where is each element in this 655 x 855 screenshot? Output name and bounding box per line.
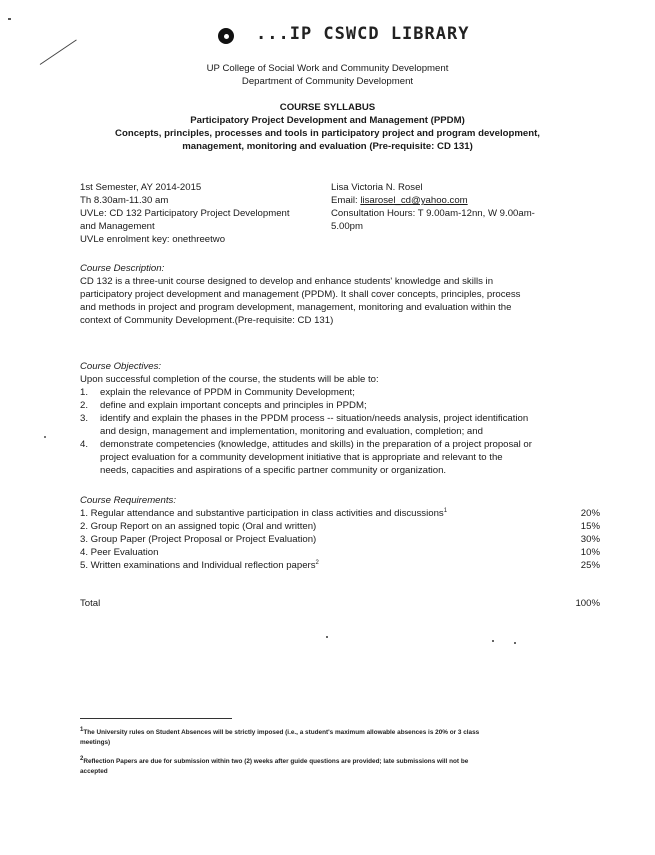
footnote-text: accepted [80,767,108,775]
footnote-text: meetings) [80,738,111,746]
total-row [80,597,600,610]
total-label: Total [80,598,101,609]
enrolment-key: UVLe enrolment key: onethreetwo [80,234,226,245]
instructor-info [331,181,581,233]
email-line [331,194,581,207]
requirement-label: 3. Group Paper (Project Proposal or Project Evaluation) [80,534,317,545]
requirement-percent: 15% [580,521,600,532]
requirement-percent: 20% [580,508,600,519]
department-name: Department of Community Development [241,76,414,87]
description-line: context of Community Development.(Pre-requisite: CD 131) [80,315,334,326]
course-description [80,262,580,327]
requirement-percent: 30% [580,534,600,545]
footnote [80,728,570,747]
objective-text: demonstrate competencies (knowledge, attitudes and skills) in the preparation of a project proposal or [100,439,532,450]
requirement-row [80,533,600,546]
consultation-line-1: Consultation Hours: T 9.00am-12nn, W 9.00am- [331,208,535,219]
footnote-ref: 2 [315,559,319,566]
stamp-dot-icon [218,28,234,44]
objective-text: explain the relevance of PPDM in Community Development; [100,387,355,398]
description-heading: Course Description: [80,263,165,274]
course-requirements [80,494,600,610]
requirement-label: 5. Written examinations and Individual reflection papers [80,560,316,571]
library-stamp: ...IP CSWCD LIBRARY [256,24,470,44]
objective-number: 3. [80,413,89,424]
footnote-ref: 1 [443,507,448,514]
objectives-heading: Course Objectives: [80,361,162,372]
course-title: Participatory Project Development and Management (PPDM) [190,115,465,126]
footnote-text: The University rules on Student Absences will be strictly imposed (i.e., a student's maximum allowable absences is 20% or 3 class [83,729,480,736]
objective-text: identify and explain the phases in the PPDM process -- situation/needs analysis, project identification [100,413,529,424]
course-tagline-1: Concepts, principles, processes and tools in participatory project and program development, [115,128,540,139]
description-line: CD 132 is a three-unit course designed to develop and enhance students' knowledge and skills in [80,276,494,287]
footnote-number: 2 [80,755,84,762]
scan-speck [8,18,11,20]
objective-number: 1. [80,387,89,398]
instructor-name: Lisa Victoria N. Rosel [331,182,423,193]
requirements-heading: Course Requirements: [80,495,176,506]
scan-speck [514,642,516,644]
doc-type: COURSE SYLLABUS [279,102,376,113]
uvle-line-2: and Management [80,221,155,232]
objective-number: 2. [80,400,89,411]
objective-number: 4. [80,439,89,450]
objective-item [80,438,590,477]
objective-item [80,399,590,412]
consultation-line-2: 5.00pm [331,221,363,232]
total-percent: 100% [575,598,600,609]
course-objectives [80,360,590,477]
objective-text: and design, management and implementation, monitoring and evaluation, completion; and [100,426,483,437]
footnote-number: 1 [80,726,84,733]
scan-speck [492,640,494,642]
schedule: Th 8.30am-11.30 am [80,195,169,206]
uvle-line-1: UVLe: CD 132 Participatory Project Development [80,208,290,219]
requirement-label: 4. Peer Evaluation [80,547,159,558]
objectives-list [80,386,590,477]
objective-item [80,412,590,438]
requirement-percent: 10% [580,547,600,558]
requirement-row [80,507,600,520]
requirement-label: 2. Group Report on an assigned topic (Oral and written) [80,521,317,532]
objectives-intro: Upon successful completion of the course, the students will be able to: [80,374,379,385]
objective-item [80,386,590,399]
requirement-label: 1. Regular attendance and substantive participation in class activities and discussions [80,508,444,519]
description-line: participatory project development and management (PPDM). It shall cover concepts, principles, process [80,289,521,300]
footnote-text: Reflection Papers are due for submission within two (2) weeks after guide questions are provided; late submissions will not be [83,758,469,765]
requirement-row [80,559,600,572]
course-info [80,181,340,246]
email-link[interactable]: lisarosel_cd@yahoo.com [360,195,468,206]
objective-text: needs, capacities and aspirations of a specific partner community or organization. [100,465,447,476]
objective-text: project evaluation for a community development initiative that is appropriate and relevant to the [100,452,503,463]
college-name: UP College of Social Work and Community Development [206,63,449,74]
requirement-percent: 25% [580,560,600,571]
scan-speck [44,436,46,438]
description-line: and methods in project and program development, management, monitoring and evaluation within the [80,302,512,313]
course-tagline-2: management, monitoring and evaluation (Pre-requisite: CD 131) [182,141,473,152]
requirement-row [80,546,600,559]
scan-speck [326,636,328,638]
footnote [80,757,570,776]
footnote-separator [80,718,232,719]
requirement-row [80,520,600,533]
email-label: Email: [331,195,361,206]
semester: 1st Semester, AY 2014-2015 [80,182,202,193]
objective-text: define and explain important concepts and principles in PPDM; [100,400,367,411]
